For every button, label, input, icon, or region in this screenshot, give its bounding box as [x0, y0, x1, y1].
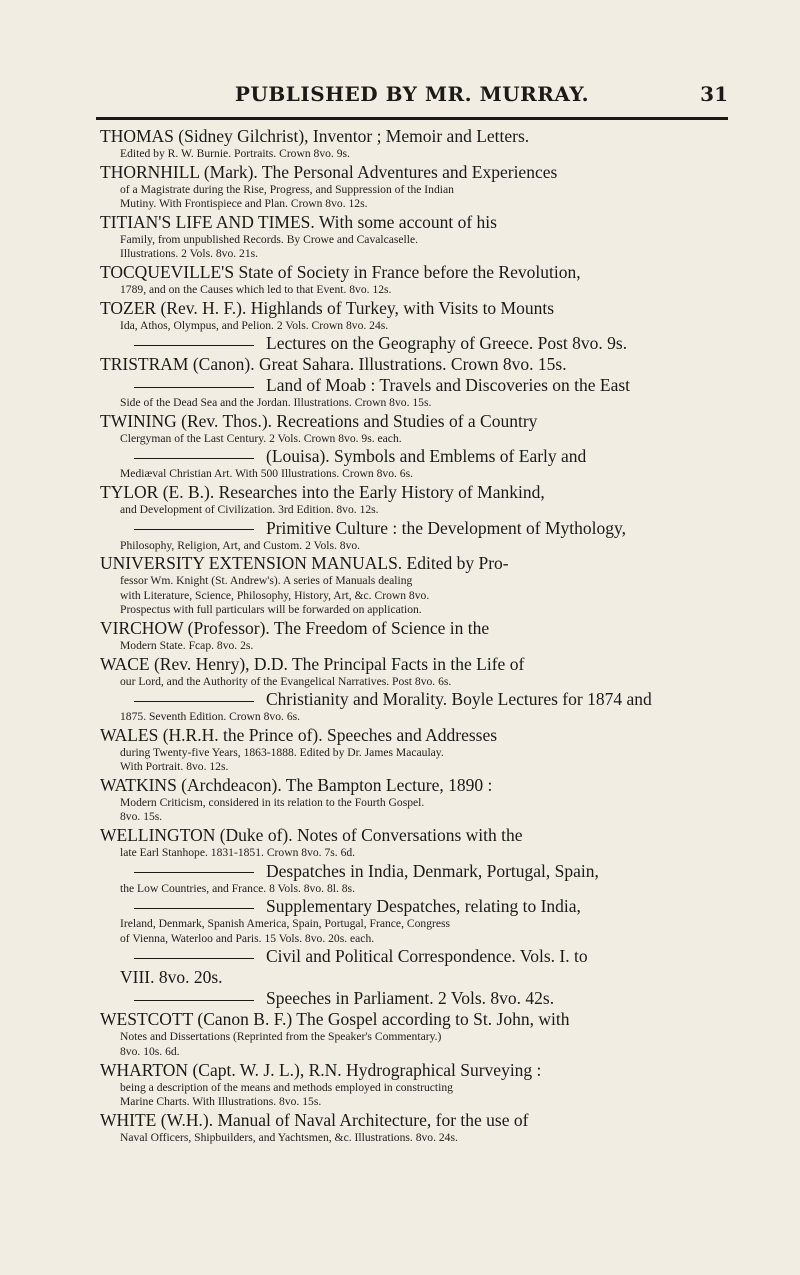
header-title: PUBLISHED BY MR. MURRAY. — [234, 82, 590, 106]
catalogue-entry — [100, 1009, 728, 1059]
catalogue-entry — [100, 354, 728, 375]
entry-detail-line: our Lord, and the Authority of the Evangelical Narratives. Post 8vo. 6s. — [120, 674, 452, 688]
entry-detail-line: 8vo. 15s. — [120, 810, 163, 824]
entry-detail-line: Ireland, Denmark, Spanish America, Spain, Portugal, France, Congress — [120, 917, 451, 931]
entry-heading-text: Primitive Culture : the Development of Mythology, — [266, 517, 626, 538]
entry-heading-line — [100, 518, 728, 539]
entry-detail-line: Modern Criticism, considered in its relation to the Fourth Gospel. — [120, 795, 425, 809]
entry-heading-text: VIRCHOW (Professor). The Freedom of Science in the — [100, 617, 490, 638]
entry-heading-line — [100, 1060, 728, 1081]
entry-detail-line: fessor Wm. Knight (St. Andrew's). A series of Manuals dealing — [120, 574, 413, 588]
entry-heading-line — [100, 725, 728, 746]
catalogue-entry — [100, 553, 728, 618]
entry-heading-text: UNIVERSITY EXTENSION MANUALS. Edited by Pro- — [100, 553, 509, 574]
entry-heading-line — [100, 298, 728, 319]
entry-heading-text: WACE (Rev. Henry), D.D. The Principal Facts in the Life of — [100, 653, 525, 674]
entry-heading-text: TITIAN'S LIFE AND TIMES. With some account of his — [100, 211, 497, 232]
entry-heading-text: Land of Moab : Travels and Discoveries on the East — [266, 375, 631, 396]
catalogue-entry — [100, 946, 728, 988]
entry-heading-text: TOZER (Rev. H. F.). Highlands of Turkey, with Visits to Mounts — [100, 297, 555, 318]
ditto-dash — [134, 458, 254, 459]
entry-detail-line: Mutiny. With Frontispiece and Plan. Crown 8vo. 12s. — [120, 197, 368, 211]
catalogue-entry — [100, 825, 728, 861]
entry-detail-line: 1875. Seventh Edition. Crown 8vo. 6s. — [120, 710, 301, 724]
entry-detail-line: Edited by R. W. Burnie. Portraits. Crown 8vo. 9s. — [120, 147, 350, 160]
entry-detail-line: Naval Officers, Shipbuilders, and Yachtsmen, &c. Illustrations. 8vo. 24s. — [120, 1130, 458, 1144]
catalogue-entry — [100, 654, 728, 690]
catalogue-entry — [100, 689, 728, 725]
ditto-dash — [134, 345, 254, 346]
catalogue-entry — [100, 446, 728, 482]
entry-heading-line — [120, 967, 728, 988]
entry-detail-line: Marine Charts. With Illustrations. 8vo. 15s. — [120, 1095, 322, 1109]
entry-heading-text: TOCQUEVILLE'S State of Society in France before the Revolution, — [100, 261, 581, 282]
entry-detail-line: Illustrations. 2 Vols. 8vo. 21s. — [120, 247, 259, 261]
entry-detail-line: during Twenty-five Years, 1863-1888. Edited by Dr. James Macaulay. — [120, 745, 444, 759]
entry-detail-line: Side of the Dead Sea and the Jordan. Illustrations. Crown 8vo. 15s. — [120, 396, 432, 410]
entry-heading-text: VIII. 8vo. 20s. — [120, 967, 223, 988]
ditto-dash — [134, 958, 254, 959]
entry-detail-line: With Portrait. 8vo. 12s. — [120, 760, 229, 774]
ditto-dash — [134, 387, 254, 388]
catalogue-entry — [100, 162, 728, 212]
ditto-dash — [134, 529, 254, 530]
entry-detail-line: Prospectus with full particulars will be forwarded on application. — [120, 603, 422, 617]
entry-heading-text: Christianity and Morality. Boyle Lectures for 1874 and — [266, 689, 652, 710]
entry-heading-line — [100, 896, 728, 917]
catalogue-entry — [100, 896, 728, 946]
catalogue-entry — [100, 375, 728, 411]
entry-detail-line: Clergyman of the Last Century. 2 Vols. Crown 8vo. 9s. each. — [120, 431, 402, 445]
entry-heading-line — [100, 1009, 728, 1030]
entry-detail-line: of a Magistrate during the Rise, Progress, and Suppression of the Indian — [120, 182, 454, 196]
entry-detail-line: Family, from unpublished Records. By Crowe and Cavalcaselle. — [120, 232, 419, 246]
catalogue-entry — [100, 1060, 728, 1110]
header-rule — [96, 117, 728, 120]
ditto-dash — [134, 701, 254, 702]
entry-detail-line: Mediæval Christian Art. With 500 Illustrations. Crown 8vo. 6s. — [120, 467, 414, 481]
entry-detail-line: of Vienna, Waterloo and Paris. 15 Vols. 8vo. 20s. each. — [120, 931, 375, 945]
entry-detail-line: Modern State. Fcap. 8vo. 2s. — [120, 638, 254, 652]
catalogue-entries — [100, 126, 728, 1145]
catalogue-entry — [100, 775, 728, 825]
entry-heading-text: TYLOR (E. B.). Researches into the Early History of Mankind, — [100, 481, 545, 502]
catalogue-entry — [100, 618, 728, 654]
ditto-dash — [134, 908, 254, 909]
entry-heading-text: THORNHILL (Mark). The Personal Adventures and Experiences — [100, 161, 558, 182]
catalogue-entry — [100, 333, 728, 354]
entry-heading-text: WHARTON (Capt. W. J. L.), R.N. Hydrographical Surveying : — [100, 1059, 542, 1080]
catalogue-entry — [100, 518, 728, 554]
entry-heading-line — [100, 861, 728, 882]
catalogue-entry — [100, 482, 728, 518]
running-header — [96, 82, 728, 118]
entry-heading-line — [100, 1110, 728, 1131]
entry-heading-line — [100, 162, 728, 183]
entry-detail-line: 8vo. 10s. 6d. — [120, 1045, 180, 1059]
catalogue-entry — [100, 725, 728, 775]
entry-heading-line — [100, 411, 728, 432]
entry-heading-line — [100, 212, 728, 233]
entry-heading-line — [100, 553, 728, 574]
entry-heading-text: Lectures on the Geography of Greece. Post 8vo. 9s. — [266, 333, 628, 354]
entry-heading-text: Civil and Political Correspondence. Vols. I. to — [266, 946, 588, 967]
entry-heading-line — [100, 825, 728, 846]
catalogue-entry — [100, 262, 728, 298]
entry-detail-line: and Development of Civilization. 3rd Edition. 8vo. 12s. — [120, 502, 379, 516]
entry-heading-line — [100, 446, 728, 467]
ditto-dash — [134, 1000, 254, 1001]
entry-detail-line: Philosophy, Religion, Art, and Custom. 2 Vols. 8vo. — [120, 538, 361, 552]
catalogue-entry — [100, 212, 728, 262]
entry-detail-line: with Literature, Science, Philosophy, History, Art, &c. Crown 8vo. — [120, 588, 430, 602]
entry-heading-line — [100, 618, 728, 639]
entry-heading-line — [100, 333, 728, 354]
catalogue-entry — [100, 411, 728, 447]
catalogue-entry — [100, 126, 728, 162]
entry-heading-line — [100, 689, 728, 710]
entry-heading-text: WALES (H.R.H. the Prince of). Speeches and Addresses — [100, 724, 498, 745]
entry-detail-line: the Low Countries, and France. 8 Vols. 8vo. 8l. 8s. — [120, 881, 355, 895]
catalogue-entry — [100, 988, 728, 1009]
entry-heading-text: WESTCOTT (Canon B. F.) The Gospel according to St. John, with — [100, 1009, 570, 1030]
entry-heading-line — [100, 126, 728, 147]
entry-heading-line — [100, 946, 728, 967]
entry-heading-text: THOMAS (Sidney Gilchrist), Inventor ; Memoir and Letters. — [100, 126, 530, 146]
entry-detail-line: late Earl Stanhope. 1831-1851. Crown 8vo. 7s. 6d. — [120, 846, 356, 860]
entry-heading-text: (Louisa). Symbols and Emblems of Early and — [266, 446, 587, 467]
entry-heading-text: TRISTRAM (Canon). Great Sahara. Illustrations. Crown 8vo. 15s. — [100, 354, 567, 375]
entry-heading-text: TWINING (Rev. Thos.). Recreations and Studies of a Country — [100, 410, 538, 431]
entry-heading-text: WATKINS (Archdeacon). The Bampton Lecture, 1890 : — [100, 774, 493, 795]
entry-heading-line — [100, 988, 728, 1009]
entry-heading-line — [100, 775, 728, 796]
entry-heading-text: WHITE (W.H.). Manual of Naval Architecture, for the use of — [100, 1109, 529, 1130]
ditto-dash — [134, 872, 254, 873]
entry-detail-line: being a description of the means and methods employed in constructing — [120, 1080, 453, 1094]
entry-heading-text: Despatches in India, Denmark, Portugal, Spain, — [266, 860, 599, 881]
catalogue-entry — [100, 861, 728, 897]
entry-heading-line — [100, 654, 728, 675]
entry-detail-line: Notes and Dissertations (Reprinted from the Speaker's Commentary.) — [120, 1030, 442, 1044]
entry-heading-line — [100, 482, 728, 503]
entry-heading-line — [100, 262, 728, 283]
entry-detail-line: 1789, and on the Causes which led to that Event. 8vo. 12s. — [120, 282, 392, 296]
entry-heading-text: WELLINGTON (Duke of). Notes of Conversations with the — [100, 825, 523, 846]
entry-heading-text: Speeches in Parliament. 2 Vols. 8vo. 42s. — [266, 988, 555, 1009]
catalogue-entry — [100, 298, 728, 334]
entry-heading-text: Supplementary Despatches, relating to India, — [266, 896, 581, 917]
page-number: 31 — [700, 82, 728, 106]
catalogue-entry — [100, 1110, 728, 1146]
entry-heading-line — [100, 354, 728, 375]
entry-heading-line — [100, 375, 728, 396]
entry-detail-line: Ida, Athos, Olympus, and Pelion. 2 Vols. Crown 8vo. 24s. — [120, 318, 389, 332]
